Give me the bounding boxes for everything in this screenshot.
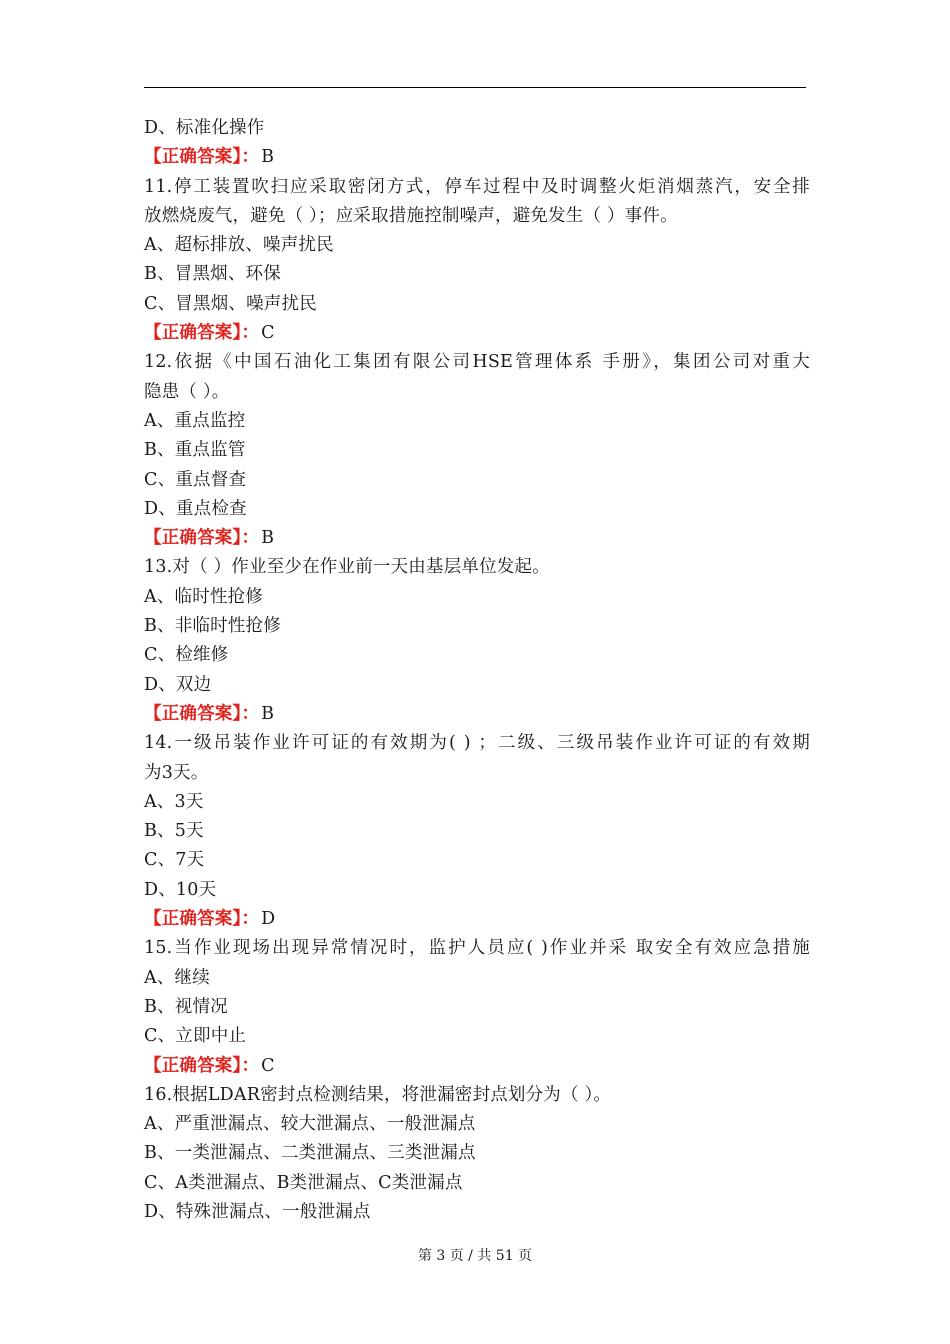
option-line: C、立即中止 — [144, 1026, 247, 1047]
option-line: A、继续 — [144, 967, 210, 988]
option-line: C、冒黑烟、噪声扰民 — [144, 293, 317, 314]
question-line: 11.停工装置吹扫应采取密闭方式，停车过程中及时调整火炬消烟蒸汽，安全排 — [144, 176, 810, 197]
answer-label: 【正确答案】： — [144, 147, 260, 168]
answer-line — [144, 143, 810, 172]
answer-value: C — [261, 323, 275, 344]
option-line: C、A类泄漏点、B类泄漏点、C类泄漏点 — [144, 1172, 463, 1193]
document-body — [144, 114, 810, 1227]
answer-label: 【正确答案】： — [144, 909, 260, 930]
answer-label: 【正确答案】： — [144, 703, 260, 724]
question-line: 15.当作业现场出现异常情况时，监护人员应( )作业并采 取安全有效应急措施 — [144, 938, 810, 959]
option-line: B、视情况 — [144, 996, 228, 1017]
option-line: D、双边 — [144, 674, 212, 695]
answer-line — [144, 1052, 810, 1081]
option-line: B、一类泄漏点、二类泄漏点、三类泄漏点 — [144, 1143, 476, 1164]
question-line: 14.一级吊装作业许可证的有效期为( ) ；二级、三级吊装作业许可证的有效期 — [144, 733, 810, 754]
option-line: D、特殊泄漏点、一般泄漏点 — [144, 1201, 371, 1222]
header-rule — [144, 87, 806, 88]
option-line: A、3天 — [144, 791, 204, 812]
answer-value: B — [261, 528, 275, 549]
option-line: B、重点监管 — [144, 440, 246, 461]
option-line: C、检维修 — [144, 645, 229, 666]
option-line: B、非临时性抢修 — [144, 616, 281, 637]
option-line: A、严重泄漏点、较大泄漏点、一般泄漏点 — [144, 1114, 476, 1135]
text-line: 为3天。 — [144, 762, 209, 783]
text-line: 放燃烧废气，避免（ ）；应采取措施控制噪声，避免发生（ ）事件。 — [144, 205, 678, 226]
text-line: 隐患（ ）。 — [144, 381, 230, 402]
question-line: 12.依据《中国石油化工集团有限公司HSE管理体系 手册》，集团公司对重大 — [144, 352, 810, 373]
answer-label: 【正确答案】： — [144, 323, 260, 344]
option-line: A、超标排放、噪声扰民 — [144, 235, 334, 256]
option-line: A、重点监控 — [144, 410, 246, 431]
answer-value: C — [261, 1055, 275, 1076]
option-line: D、标准化操作 — [144, 118, 265, 138]
answer-line — [144, 700, 810, 729]
answer-line — [144, 524, 810, 553]
question-line: 13.对（ ）作业至少在作业前一天由基层单位发起。 — [144, 557, 550, 578]
answer-value: B — [261, 147, 275, 168]
answer-line — [144, 319, 810, 348]
page-footer: 第 3 页 / 共 51 页 — [417, 1248, 533, 1264]
option-line: D、重点检查 — [144, 498, 247, 519]
option-line: D、10天 — [144, 879, 217, 900]
answer-value: D — [261, 909, 276, 930]
question-line: 16.根据LDAR密封点检测结果，将泄漏密封点划分为（ ）。 — [144, 1084, 612, 1105]
answer-label: 【正确答案】： — [144, 528, 260, 549]
option-line: C、重点督查 — [144, 469, 247, 490]
option-line: A、临时性抢修 — [144, 586, 264, 607]
answer-value: B — [261, 703, 275, 724]
option-line: C、7天 — [144, 850, 205, 871]
answer-label: 【正确答案】： — [144, 1055, 260, 1076]
option-line: B、5天 — [144, 821, 204, 842]
answer-line — [144, 905, 810, 934]
option-line: B、冒黑烟、环保 — [144, 264, 281, 285]
